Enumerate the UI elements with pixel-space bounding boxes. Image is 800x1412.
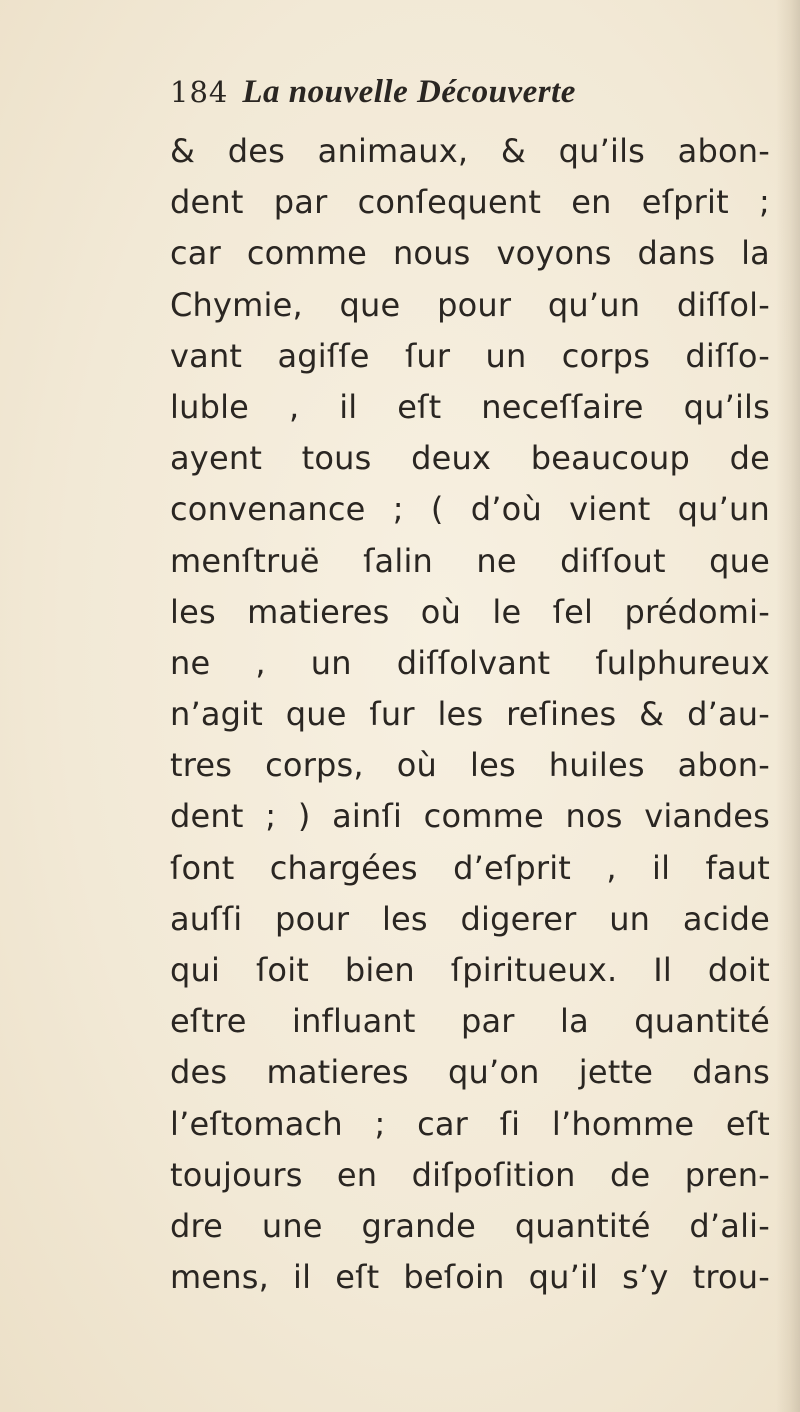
text-line: & des animaux, & qu’ils abon- bbox=[170, 132, 770, 170]
text-line: l’eſtomach ; car ſi l’homme eſt bbox=[170, 1104, 770, 1143]
text-line: vant agiſſe ſur un corps diſſo- bbox=[170, 336, 770, 375]
text-line: n’agit que ſur les reſines & d’au- bbox=[170, 695, 770, 734]
text-line: des matieres qu’on jette dans bbox=[170, 1053, 770, 1092]
text-line: ne , un diſſolvant ſulphureux bbox=[170, 643, 770, 682]
text-line: Chymie, que pour qu’un diſſol- bbox=[170, 285, 770, 324]
text-line: ſont chargées d’eſprit , il faut bbox=[170, 848, 770, 887]
page-edge-shadow bbox=[776, 0, 800, 1412]
text-line: menſtruë ſalin ne diſſout que bbox=[170, 541, 770, 580]
text-line: dent par conſequent en eſprit ; bbox=[170, 183, 770, 222]
text-line: qui ſoit bien ſpiritueux. Il doit bbox=[170, 951, 770, 989]
text-line: les matieres où le ſel prédomi- bbox=[170, 592, 770, 631]
text-line: tres corps, où les huiles abon- bbox=[170, 746, 770, 785]
text-line: car comme nous voyons dans la bbox=[170, 234, 770, 273]
text-line: dre une grande quantité d’ali- bbox=[170, 1206, 770, 1245]
text-line: mens, il eſt beſoin qu’il s’y trou- bbox=[170, 1258, 770, 1297]
page-number: 184 bbox=[170, 75, 229, 109]
text-line: eſtre influant par la quantité bbox=[170, 1002, 770, 1041]
running-title: La nouvelle Découverte bbox=[242, 74, 576, 110]
text-line: toujours en diſpoſition de pren- bbox=[170, 1155, 770, 1194]
text-line: luble , il eſt neceſſaire qu’ils bbox=[170, 387, 770, 426]
body-text bbox=[170, 126, 770, 1303]
text-line: convenance ; ( d’où vient qu’un bbox=[170, 490, 770, 529]
page-header bbox=[170, 74, 576, 118]
text-line: ayent tous deux beaucoup de bbox=[170, 439, 770, 478]
text-line: auſſi pour les digerer un acide bbox=[170, 899, 770, 938]
text-line: dent ; ) ainſi comme nos viandes bbox=[170, 797, 770, 836]
